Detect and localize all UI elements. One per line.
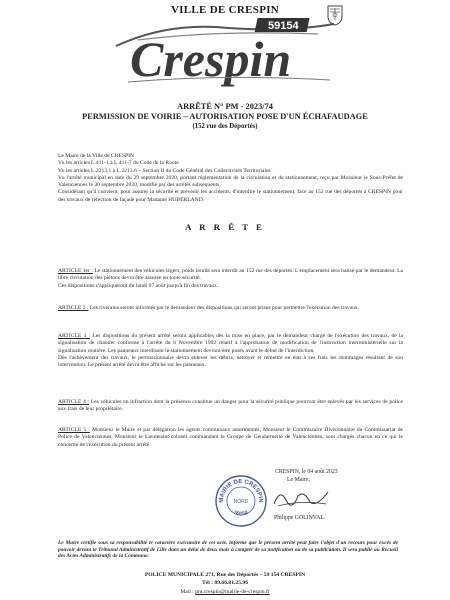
mail-link[interactable]: pm.crespin@mairie-de-crespin.fr [195, 589, 270, 595]
article-label: ARTICLE 4 : [58, 399, 90, 405]
footer-address: POLICE MUNICIPALE 271, Rue des Déportés – 59 154 CRESPIN [144, 572, 306, 578]
mail-label: Mail : [180, 589, 196, 595]
article-text: Les riverains seront informés par le demandeur des dispositions qui seront prises pour permettre l'exécution des travaux. [88, 305, 360, 311]
decree-address: (152 rue des Déportés) [192, 123, 258, 130]
decree-number: ARRÊTÉ N° PM - 2023/74 [177, 102, 273, 111]
article-label: ARTICLE 2 : [58, 305, 89, 311]
preamble-line: Vu l'arrêté municipal en date du 29 septembre 2020, portant réglementation de la circulation et du stationnement, reçu par Monsieur le Sous-Préfet de Valenciennes le 30 septembre 2020, modifié par des arrêtés subséquents. [58, 174, 403, 189]
svg-text:59154 [233, 510, 250, 518]
signatory-name: Philippe GOLINVAL. [274, 515, 326, 521]
article-label: ARTICLE 3 : [58, 333, 91, 339]
article-text-extra: Ces dispositions s'appliqueront du lundi 07 août jusqu'à fin des travaux. [58, 282, 219, 289]
article-label: ARTICLE 1er : [58, 268, 93, 274]
handwritten-signature [270, 486, 332, 510]
article-text: Le stationnement des véhicules légers, poids lourds sera interdit au 152 rue des déportés. L'emplacement sera balisé par le demandeur. La libre circulation des piétons devra être assurée en toute sécurité. [58, 268, 403, 282]
town-name: VILLE DE CRESPIN [170, 4, 280, 16]
official-stamp [214, 474, 268, 528]
article-2 [58, 305, 403, 312]
article-4 [58, 399, 403, 414]
decree-subject: PERMISSION DE VOIRIE – AUTORISATION POSE D'UN ÉCHAFAUDAGE [82, 112, 368, 121]
preamble-line: Considérant qu'il convient, pour assurer la sécurité et prévenir les accidents, d'interdire le stationnement, face au 152 rue des déportés à CRESPIN pour des travaux de réfection de façade pour Madame HUBERLAND. [58, 189, 403, 203]
logo-badge: 59154 [268, 20, 299, 32]
stamp-bottom-text: 59154 [232, 509, 250, 518]
article-text-extra: Dès l'achèvement des travaux, le permissionnaire devra enlever les débris, nettoyer et remettre en état à ses frais les dommages résultant de son intervention. Le présent arrêté devra être affiché sur les panneaux. [58, 354, 403, 369]
logo-wordmark: Crespin [130, 31, 292, 87]
signature-role: Le Maire, [287, 477, 310, 483]
article-label: ARTICLE 5 : [58, 427, 90, 433]
stamp-center-text: NORD [233, 499, 249, 505]
preamble-line: Vu les articles L.2213.1 à L.2213.6 – Section II du Code Général des Collectivités Territoriales [58, 167, 271, 174]
arrete-heading: A R R Ê T E [185, 222, 265, 232]
footer-phone: Tél : 09.66.81.25.96 [202, 580, 248, 586]
article-text: Monsieur le Maire et par délégation les agents communaux assermentés, Monsieur le Commissaire Divisionnaire du Commissariat de Police de Valenciennes, Monsieur le Lieutenant-colonel commandant le Groupe de Gendarmerie de Valenciennes, sont chargés chacun en ce qui le concerne de l'exécution du présent arrêté. [58, 427, 403, 448]
article-text: Les dispositions du présent arrêté seront applicables dès la mise en place, par le demandeur chargé de l'exécution des travaux, de la signalisation de chantier conforme à l'arrêté du 6 Novembre 1992 relatif à l'approbation de modification de l'instruction interministérielle sur la signalisation routière. Les panneaux interdisant le stationnement devront être posés avant le début de l'interdiction. [58, 333, 403, 354]
stamp-top-text: MAIRIE DE CRESPIN [218, 478, 264, 503]
article-3 [58, 333, 403, 369]
preamble [58, 153, 403, 204]
preamble-line: Vu les articles L.411-1 à L.411-7 du Code de la Route [58, 160, 179, 167]
preamble-line: Le Maire de la Ville de CRESPIN [58, 153, 134, 159]
article-1 [58, 268, 403, 290]
signature-place-date: CRESPIN, le 04 août 2023 [275, 469, 338, 475]
footer-mail [0, 589, 450, 596]
article-5 [58, 427, 403, 449]
legal-notice: Le Maire certifie sous sa responsabilité le caractère exécutoire de cet acte, informe que le présent arrêté peut faire l'objet d'un recours pour excès de pouvoir devant le Tribunal Administratif de Lille dans un délai de deux mois à compter de sa notification ou de sa publication. Il sera publié au Recueil des Actes Administratifs de la Commune. [58, 540, 398, 560]
article-text: Les véhicules en infraction dont la présence constitue un danger pour la sécurité publique pourront être enlevés par les services de police aux frais de leur propriétaire. [58, 399, 403, 413]
crespin-logo [108, 16, 344, 88]
